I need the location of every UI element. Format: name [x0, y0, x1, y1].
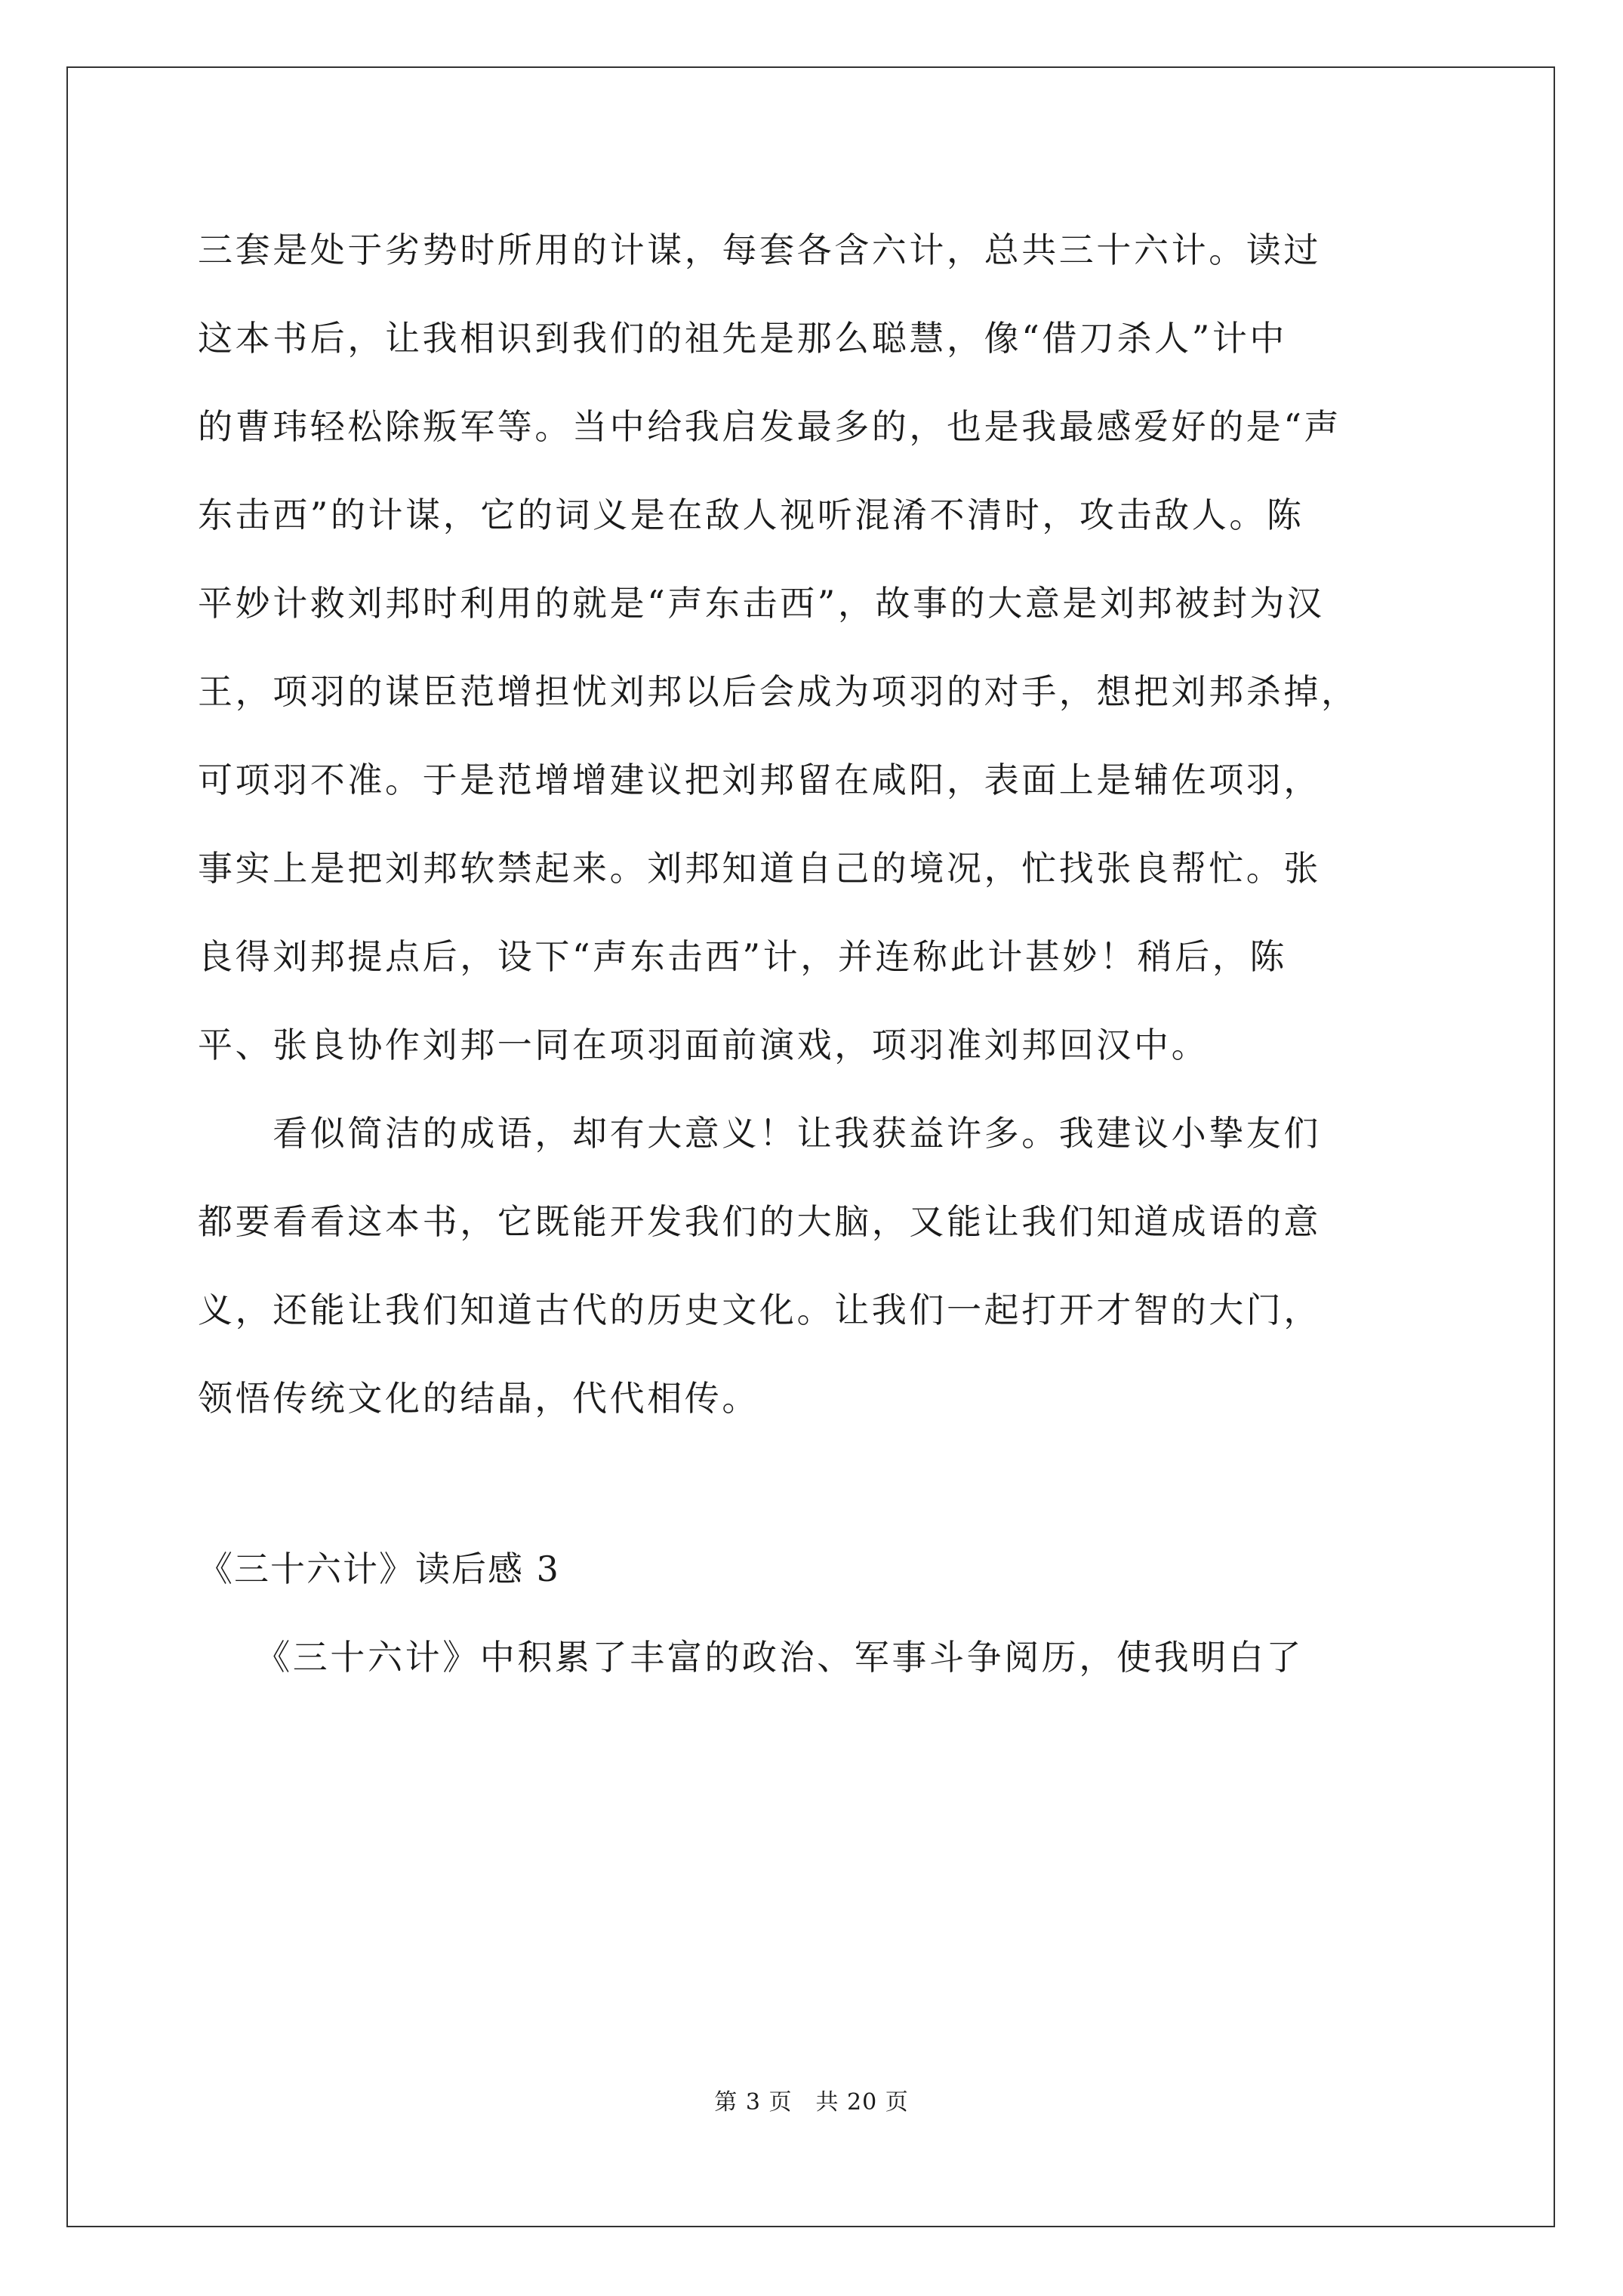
body-line: 三套是处于劣势时所用的计谋，每套各含六计，总共三十六计。读过 [198, 230, 1321, 270]
body-line: 平、张良协作刘邦一同在项羽面前演戏，项羽准刘邦回汉中。 [198, 1025, 1209, 1065]
body-line: 事实上是把刘邦软禁起来。刘邦知道自己的境况，忙找张良帮忙。张 [198, 848, 1321, 889]
body-line: 这本书后，让我相识到我们的祖先是那么聪慧，像“借刀杀人”计中 [198, 318, 1288, 359]
body-line: 的曹玮轻松除叛军等。当中给我启发最多的，也是我最感爱好的是“声 [198, 406, 1342, 447]
body-line: 王，项羽的谋臣范增担忧刘邦以后会成为项羽的对手，想把刘邦杀掉， [198, 671, 1359, 712]
body-line: 东击西”的计谋，它的词义是在敌人视听混淆不清时，攻击敌人。陈 [198, 495, 1304, 535]
body-line: 义，还能让我们知道古代的历史文化。让我们一起打开才智的大门， [198, 1290, 1321, 1330]
body-line: 领悟传统文化的结晶，代代相传。 [198, 1378, 759, 1419]
section-first-line: 《三十六计》中积累了丰富的政治、军事斗争阅历，使我明白了 [198, 1637, 1304, 1678]
body-line: 可项羽不准。于是范增增建议把刘邦留在咸阳，表面上是辅佐项羽， [198, 760, 1321, 800]
body-line: 都要看看这本书，它既能开发我们的大脑，又能让我们知道成语的意 [198, 1201, 1321, 1242]
section-heading: 《三十六计》读后感 3 [198, 1549, 560, 1589]
body-line: 平妙计救刘邦时利用的就是“声东击西”，故事的大意是刘邦被封为汉 [198, 583, 1325, 624]
body-line: 良得刘邦提点后，设下“声东击西”计，并连称此计甚妙！稍后，陈 [198, 936, 1288, 977]
body-line: 看似简洁的成语，却有大意义！让我获益许多。我建议小挚友们 [198, 1113, 1321, 1154]
page-footer: 第 3 页 共 20 页 [714, 2089, 909, 2116]
